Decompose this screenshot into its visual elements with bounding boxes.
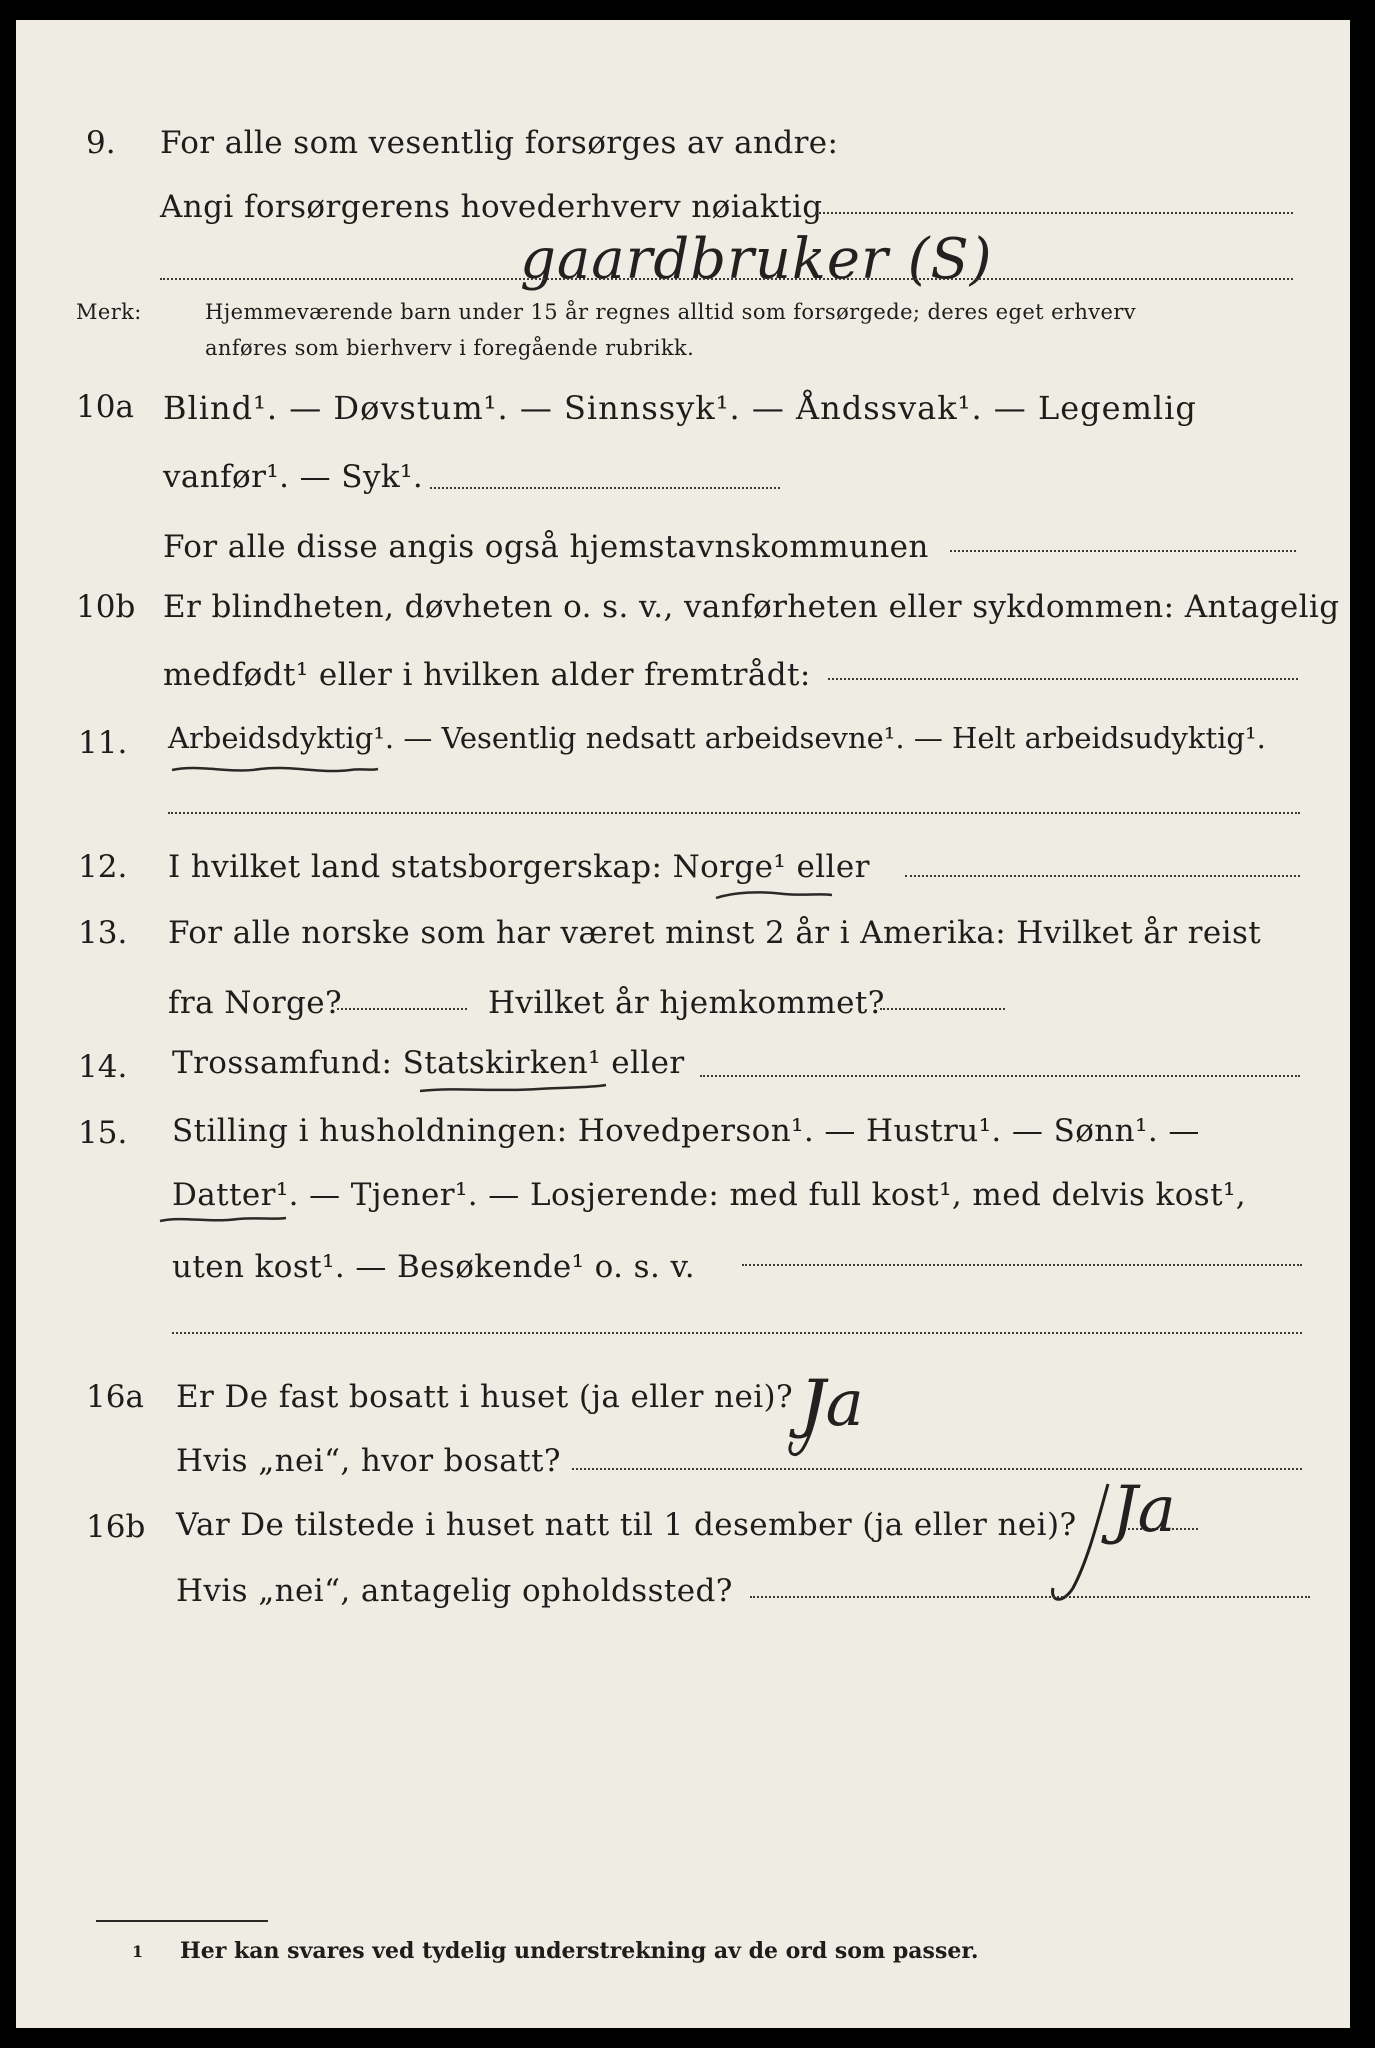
q9-number: 9. <box>86 125 116 161</box>
q11-handwritten-underline <box>170 762 380 778</box>
q16b-line1: Var De tilstede i huset natt til 1 desember (ja eller nei)? <box>176 1507 1077 1543</box>
q10a-syk-dotted-line <box>430 487 780 489</box>
q12-handwritten-underline <box>714 888 834 904</box>
q16b-dotted-line <box>750 1596 1310 1598</box>
q16b-answer-stroke <box>1028 1480 1118 1610</box>
q16b-line2: Hvis „nei“, antagelig opholdssted? <box>176 1573 733 1609</box>
q11-dotted-line <box>168 812 1300 814</box>
q10a-kommune-dotted-line <box>950 550 1296 552</box>
q15-number: 15. <box>78 1115 128 1151</box>
q10b-dotted-line <box>828 678 1298 680</box>
q10b-line1: Er blindheten, døvheten o. s. v., vanførheten eller sykdommen: Antagelig <box>163 589 1340 625</box>
q11-line1: Arbeidsdyktig¹. — Vesentlig nedsatt arbeidsevne¹. — Helt arbeidsudyktig¹. <box>168 721 1266 755</box>
q10a-number: 10a <box>76 389 134 425</box>
q16a-answer-stroke <box>782 1380 842 1460</box>
footnote-rule <box>96 1920 268 1922</box>
q15-line2: Datter¹. — Tjener¹. — Losjerende: med full kost¹, med delvis kost¹, <box>172 1177 1247 1213</box>
q11-number: 11. <box>78 725 128 761</box>
footnote-text: Her kan svares ved tydelig understrekning av de ord som passer. <box>180 1938 979 1964</box>
q12-dotted-line <box>905 875 1300 877</box>
q10a-line3: For alle disse angis også hjemstavnskommunen <box>163 529 929 565</box>
q13-line2-from-norway: fra Norge? <box>168 985 343 1021</box>
q13-number: 13. <box>78 915 128 951</box>
q10a-line2: vanfør¹. — Syk¹. <box>163 459 424 495</box>
q13-year-returned-dotted-line <box>880 1008 1005 1010</box>
footnote-marker: 1 <box>132 1942 144 1961</box>
q16a-dotted-line <box>572 1468 1302 1470</box>
q9-line1: For alle som vesentlig forsørges av andre: <box>160 125 839 161</box>
q9-handwritten-answer: gaardbruker (S) <box>520 227 993 292</box>
q14-number: 14. <box>78 1049 128 1085</box>
q16a-handwritten-answer: Ja <box>800 1367 864 1441</box>
merk-line2: anføres som bierhverv i foregående rubrikk. <box>205 336 695 360</box>
q16b-number: 16b <box>86 1509 146 1545</box>
q16b-handwritten-answer: Ja <box>1112 1473 1176 1547</box>
q16a-line1: Er De fast bosatt i huset (ja eller nei)? <box>176 1379 794 1415</box>
q9-answer-dotted-line <box>815 212 1293 214</box>
q16a-number: 16a <box>86 1379 144 1415</box>
q15-dotted-line-1 <box>742 1264 1302 1266</box>
merk-line1: Hjemmeværende barn under 15 år regnes alltid som forsørgede; deres eget erhverv <box>205 300 1137 324</box>
q10b-line2: medfødt¹ eller i hvilken alder fremtrådt: <box>163 657 811 693</box>
q13-line1: For alle norske som har været minst 2 år i Amerika: Hvilket år reist <box>168 915 1262 951</box>
q14-line1: Trossamfund: Statskirken¹ eller <box>172 1045 685 1081</box>
q14-dotted-line <box>700 1075 1300 1077</box>
merk-label: Merk: <box>76 300 142 324</box>
q15-handwritten-underline <box>158 1212 288 1228</box>
q15-line1: Stilling i husholdningen: Hovedperson¹. — Hustru¹. — Sønn¹. — <box>172 1113 1200 1149</box>
q9-line2: Angi forsørgerens hovederhverv nøiaktig <box>160 189 823 225</box>
q15-dotted-line-2 <box>172 1332 1302 1334</box>
q10a-line1: Blind¹. — Døvstum¹. — Sinnssyk¹. — Åndssvak¹. — Legemlig <box>163 389 1197 427</box>
q15-line3: uten kost¹. — Besøkende¹ o. s. v. <box>172 1249 695 1285</box>
q12-number: 12. <box>78 849 128 885</box>
q12-line1: I hvilket land statsborgerskap: Norge¹ eller <box>168 849 870 885</box>
q10b-number: 10b <box>76 589 136 625</box>
q9-answer-line <box>160 278 1293 280</box>
q13-line2-returned: Hvilket år hjemkommet? <box>488 985 885 1021</box>
q13-year-left-dotted-line <box>337 1008 467 1010</box>
q16a-line2: Hvis „nei“, hvor bosatt? <box>176 1443 561 1479</box>
q14-handwritten-underline <box>418 1082 608 1098</box>
